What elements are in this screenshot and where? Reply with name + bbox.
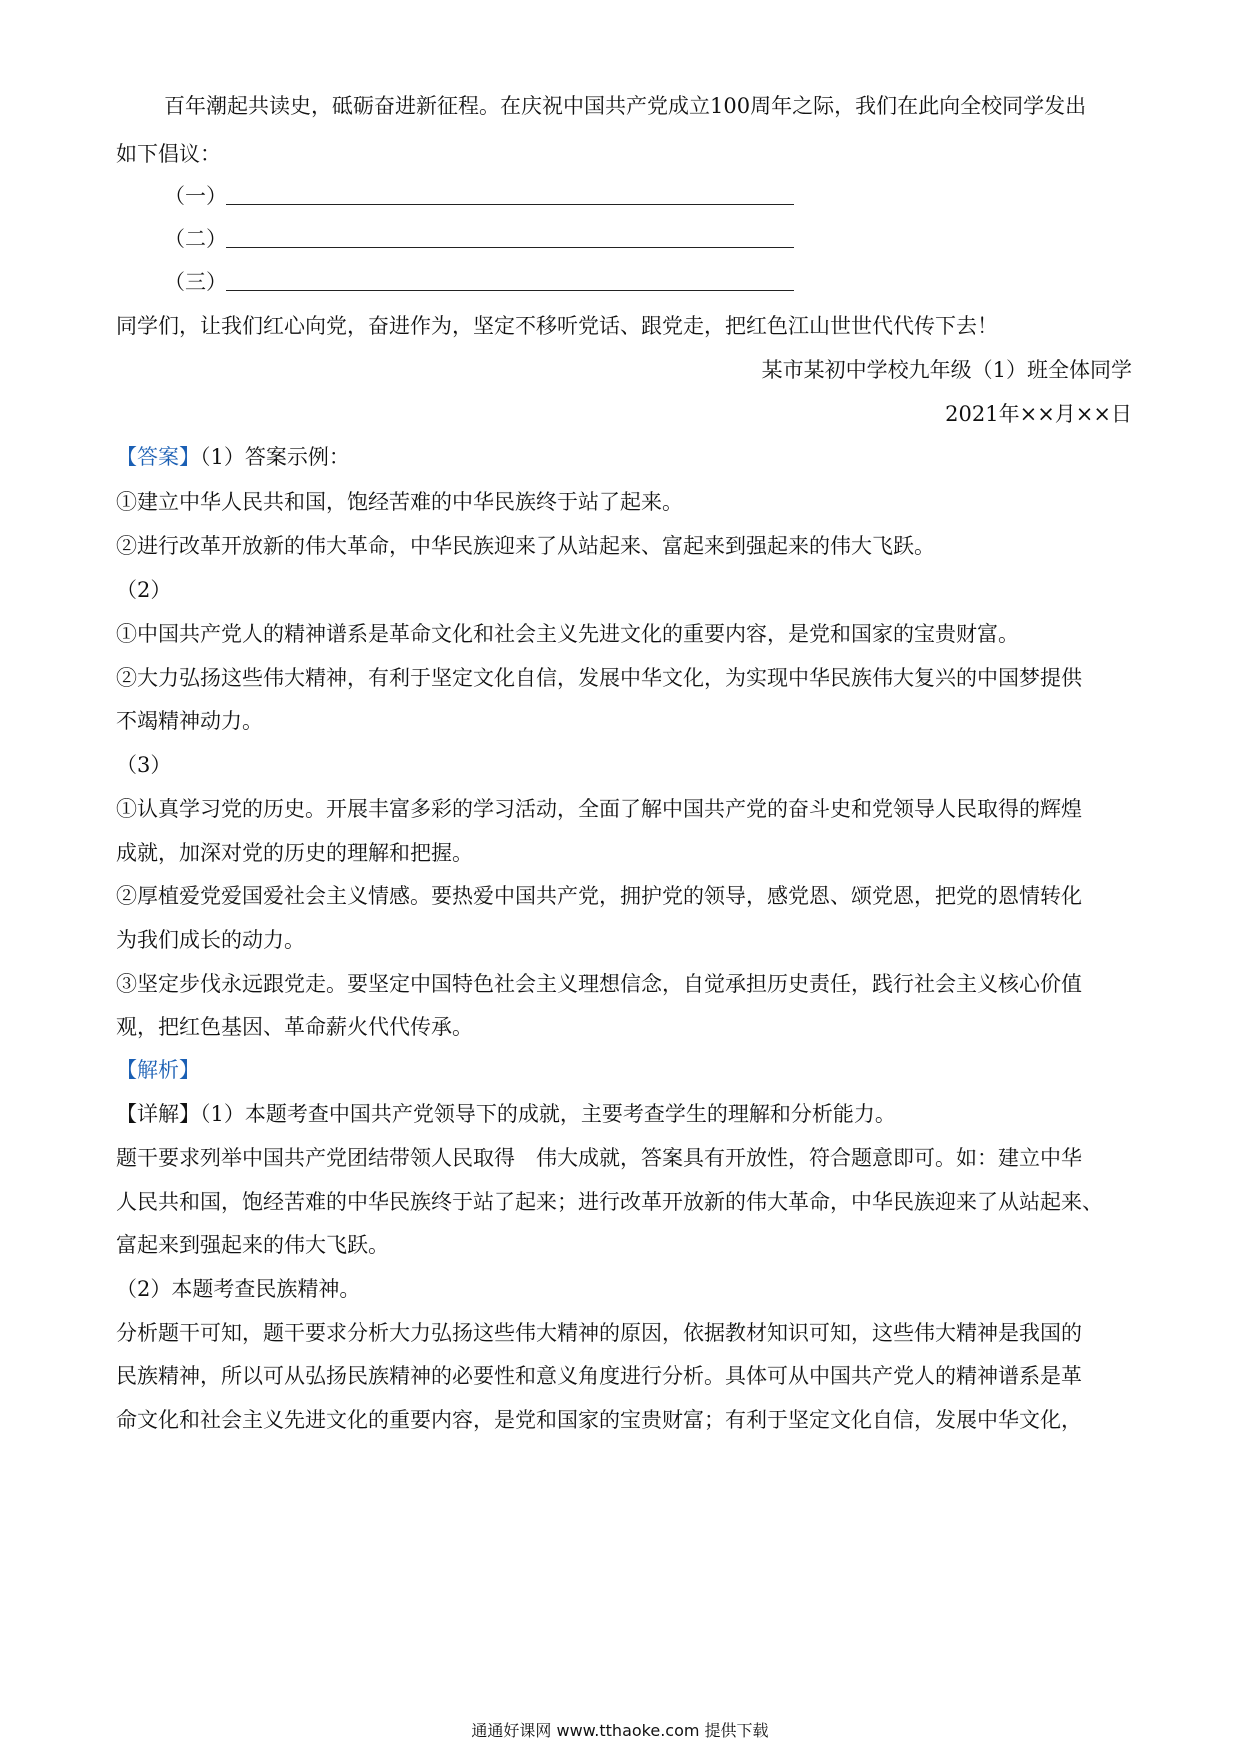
analysis-line: 命文化和社会主义先进文化的重要内容，是党和国家的宝贵财富；有利于坚定文化自信，发展中华文化， [116, 1408, 1082, 1432]
proposal-blank-3 [164, 268, 227, 296]
proposal-blank-label: （三） [164, 270, 227, 294]
proposal-blank-2 [164, 225, 227, 253]
letter-signature: 某市某初中学校九年级（1）班全体同学 [761, 358, 1132, 382]
letter-intro-line-2: 如下倡议： [116, 142, 221, 166]
answer-line: ①中国共产党人的精神谱系是革命文化和社会主义先进文化的重要内容，是党和国家的宝贵财富。 [116, 622, 1019, 646]
answer-line: 不竭精神动力。 [116, 709, 263, 733]
analysis-line: 富起来到强起来的伟大飞跃。 [116, 1233, 389, 1257]
answer-line: 成就，加深对党的历史的理解和把握。 [116, 841, 473, 865]
letter-closing: 同学们，让我们红心向党，奋进作为，坚定不移听党话、跟党走，把红色江山世世代代传下去！ [116, 314, 998, 338]
proposal-blank-1 [164, 182, 227, 210]
analysis-tag: 【解析】 [116, 1058, 200, 1082]
answer-line: （2） [116, 578, 172, 602]
answer-line: 观，把红色基因、革命薪火代代传承。 [116, 1015, 473, 1039]
detail-part1-head: （1）本题考查中国共产党领导下的成就，主要考查学生的理解和分析能力。 [200, 1102, 896, 1126]
blank-underline [226, 247, 794, 248]
detail-heading [116, 1100, 1126, 1128]
answer-line: （3） [116, 753, 172, 777]
answer-line: ②厚植爱党爱国爱社会主义情感。要热爱中国共产党，拥护党的领导，感党恩、颂党恩，把党的恩情转化 [116, 884, 1082, 908]
answer-line: ①认真学习党的历史。开展丰富多彩的学习活动，全面了解中国共产党的奋斗史和党领导人民取得的辉煌 [116, 797, 1082, 821]
page-footer: 通通好课网 www.tthaoke.com 提供下载 [471, 1721, 769, 1740]
answer-line: ①建立中华人民共和国，饱经苦难的中华民族终于站了起来。 [116, 490, 683, 514]
proposal-blank-label: （一） [164, 184, 227, 208]
analysis-line: 分析题干可知，题干要求分析大力弘扬这些伟大精神的原因，依据教材知识可知，这些伟大精神是我国的 [116, 1321, 1082, 1345]
answer-line: ②大力弘扬这些伟大精神，有利于坚定文化自信，发展中华文化，为实现中华民族伟大复兴的中国梦提供 [116, 666, 1082, 690]
analysis-line: 人民共和国，饱经苦难的中华民族终于站了起来；进行改革开放新的伟大革命，中华民族迎来了从站起来、 [116, 1190, 1103, 1214]
answer-line: ③坚定步伐永远跟党走。要坚定中国特色社会主义理想信念，自觉承担历史责任，践行社会主义核心价值 [116, 972, 1082, 996]
analysis-line: （2）本题考查民族精神。 [116, 1277, 361, 1301]
analysis-heading [116, 1056, 1126, 1084]
letter-intro-line-1: 百年潮起共读史，砥砺奋进新征程。在庆祝中国共产党成立100周年之际，我们在此向全校同学发出 [164, 94, 1087, 118]
answer-tag: 【答案】 [116, 445, 200, 469]
proposal-blank-label: （二） [164, 227, 227, 251]
answer-part1-head: （1）答案示例： [200, 445, 350, 469]
answer-heading [116, 443, 1126, 471]
blank-underline [226, 204, 794, 205]
answer-line: ②进行改革开放新的伟大革命，中华民族迎来了从站起来、富起来到强起来的伟大飞跃。 [116, 534, 935, 558]
blank-underline [226, 290, 794, 291]
analysis-line: 民族精神，所以可从弘扬民族精神的必要性和意义角度进行分析。具体可从中国共产党人的精神谱系是革 [116, 1364, 1082, 1388]
analysis-line: 题干要求列举中国共产党团结带领人民取得 伟大成就，答案具有开放性，符合题意即可。如：建立中华 [116, 1146, 1082, 1170]
answer-line: 为我们成长的动力。 [116, 928, 305, 952]
letter-date: 2021年××月××日 [945, 402, 1132, 426]
detail-tag: 【详解】 [116, 1102, 200, 1126]
